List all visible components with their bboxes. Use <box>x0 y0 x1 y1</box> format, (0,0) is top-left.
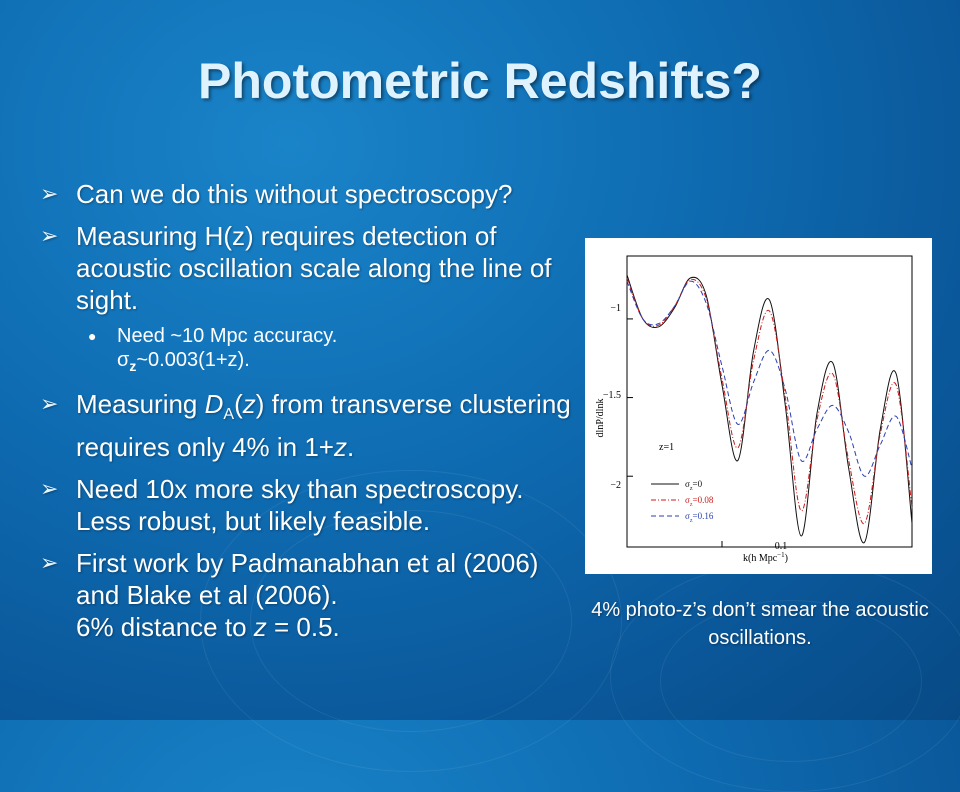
legend <box>651 479 714 524</box>
italic-z-end: z <box>333 432 347 463</box>
redshift-annotation: z=1 <box>659 442 675 453</box>
distance-text: 6% distance to <box>76 612 254 643</box>
legend-sigma: σ <box>685 511 690 521</box>
distance-value: = 0.5. <box>266 612 340 643</box>
series-group <box>627 275 912 543</box>
arrow-bullet-icon: ➢ <box>40 550 59 576</box>
bullet-text-continued: ) from transverse clustering requires only 4% in 1+ <box>76 389 571 463</box>
x-axis-label-text: k(h Mpc <box>743 553 778 564</box>
paren-open: ( <box>234 389 243 419</box>
y-axis-label: dlnP/dlnk <box>595 398 606 438</box>
bullet-list <box>40 178 600 653</box>
plot-svg <box>585 238 932 574</box>
bullet-item <box>40 388 576 463</box>
legend-sigma: σ <box>685 495 690 505</box>
bullet-text-line2 <box>76 611 566 643</box>
legend-sub: z <box>689 486 693 492</box>
figure-caption: 4% photo-z’s don’t smear the acoustic oscillations. <box>591 599 929 649</box>
legend-sub: z <box>689 518 693 524</box>
arrow-bullet-icon: ➢ <box>40 476 59 502</box>
bullet-text: Measuring H(z) requires detection of acoustic oscillation scale along the line of sight. <box>76 221 552 315</box>
italic-z: z <box>242 389 256 419</box>
y-tick-label: −1 <box>610 303 621 314</box>
legend-sigma: σ <box>685 479 690 489</box>
series-line <box>627 275 912 543</box>
sub-bullet-text: Need ~10 Mpc accuracy. <box>117 325 338 347</box>
bullet-text: First work by Padmanabhan et al (2006) and Blake et al (2006). <box>76 548 539 611</box>
sub-bullet-text-2 <box>117 348 600 378</box>
legend-value: =0.16 <box>692 511 714 521</box>
italic-z: z <box>253 612 267 643</box>
bullet-item <box>40 473 546 537</box>
x-axis-label-close: ) <box>784 553 788 564</box>
y-axis-ticks <box>603 303 621 491</box>
sigma-rest: ~0.003(1+z). <box>136 349 250 371</box>
legend-sub: z <box>689 502 693 508</box>
arrow-bullet-icon: ➢ <box>40 181 59 206</box>
bullet-text: Need 10x more sky than spectroscopy. Less robust, but likely feasible. <box>76 474 524 537</box>
sub-bullet-item <box>40 324 600 378</box>
sigma-subscript: z <box>129 358 137 374</box>
arrow-bullet-icon: ➢ <box>40 223 59 248</box>
x-axis-label-sup: −1 <box>777 551 785 559</box>
bullet-item <box>40 547 566 643</box>
sigma-symbol: σ <box>117 349 130 371</box>
bullet-period: . <box>346 432 355 463</box>
bullet-item <box>40 220 566 316</box>
y-tick-label: −2 <box>610 480 621 491</box>
bullet-item <box>40 178 600 210</box>
power-spectrum-figure <box>585 238 932 574</box>
bullet-text: Can we do this without spectroscopy? <box>76 179 513 209</box>
bullet-text: Measuring <box>76 389 205 419</box>
legend-value: =0.08 <box>692 495 714 505</box>
x-tick-label: 0.1 <box>774 541 788 552</box>
legend-value: =0 <box>692 479 703 489</box>
italic-d: D <box>204 389 224 419</box>
x-axis-label <box>743 551 788 564</box>
subscript-a: A <box>223 406 235 424</box>
legend-label <box>685 511 714 524</box>
dot-bullet-icon: ● <box>88 328 97 344</box>
legend-label <box>685 479 703 492</box>
y-tick-label: −1.5 <box>602 390 621 401</box>
legend-label <box>685 495 714 508</box>
arrow-bullet-icon: ➢ <box>40 391 59 416</box>
slide-title: Photometric Redshifts? <box>198 53 762 109</box>
